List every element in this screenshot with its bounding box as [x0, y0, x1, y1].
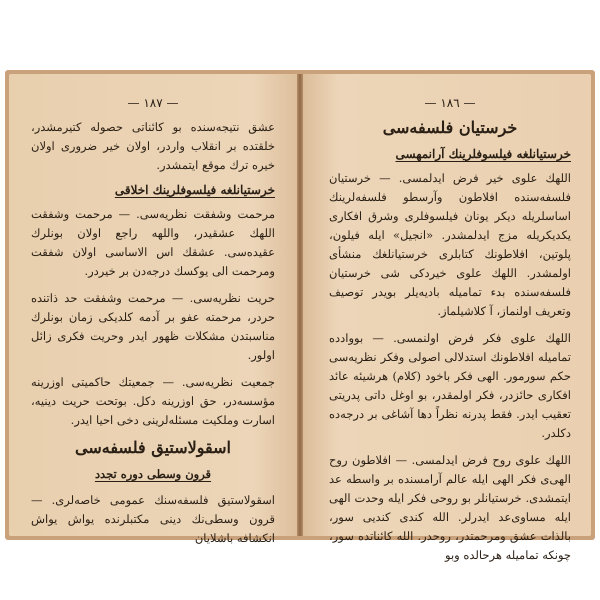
right-paragraph-3: اللهك علوى روح فرض ايدلمسى. — افلاطون روح الهى‌ى فكر الهى ايله عالم آرامسنده بر واسطه عد ايتمشدى. خرستيانلر بو روحى فكر ايله وحدت الهى ايله مساوى‌عد ايدرلر. الله كندى كنديى سور، بالذات عشق ومرحمتدر، روحدر. الله كائناتده سور، چونكه تماميله هرحالده وبو [329, 453, 571, 562]
right-page-content [329, 96, 571, 573]
left-chapter-title: اسقولاستيق فلسفه‌سى [75, 438, 231, 457]
left-chapter-subtitle: قرون وسطى دوره تجدد [94, 467, 212, 481]
left-paragraph-4: اسقولاستيق فلسفه‌سنك عمومى خاصه‌لرى. — قرون وسطى‌نك دينى مكتبلرنده يواش يواش انكشافه باشلايان [31, 493, 275, 545]
right-paragraph-1: اللهك علوى خير فرض ايدلمسى. — خرستيان فلسفه‌سنده افلاطون وآرسطو فلسفه‌لرينك اساسلريله ديكر يونان فيلسوفلرى وشرق افكارى يكديكريله مزج ايدلمشدر. «انجيل» ايله فيلون، پلوتين، افلاطونك كتابلرى خرستيانلغك منشأى اولمشدر. اللهك علوى خيردكى شى خرستيان فلسفه‌سنده بدء تماميله باديه‌يلر بويدر توصيف وتعريف اولنماز، آ كلاشيلماز. [329, 171, 571, 318]
left-section-heading: خرستيانلغه فيلسوفلرينك اخلاقى [114, 183, 275, 197]
left-page [9, 74, 297, 545]
right-paragraph-2: اللهك علوى فكر فرض اولنمسى. — بووادده تماميله افلاطونك استدلالى اصولى وفكر نظريه‌سى حكم سورمور. الهى فكر باخود (كلام) هرشيئه عائد افكارى حائزدر، فكر اولمقدر، بو اوغل داتى پدريتى تعقيب ايدر. فقط پدرنه نظراً دها آشاغى بر درجه‌ده دكلدر. [329, 331, 571, 440]
left-paragraph-3: جمعيت نظريه‌سى. — جمعيتك حاكميتى اوزرينه مؤسسه‌در، حق اوزرينه دكل. بوتحت حريت دينيه، اسارت وملكيت مسئله‌لرينى دخى احيا ايدر. [31, 375, 275, 427]
right-page [303, 74, 591, 562]
left-page-content [31, 96, 275, 556]
left-paragraph-1: مرحمت وشفقت نظريه‌سى. — مرحمت وشفقت اللهك عشقيدر، واللهه راجع اولان بونلرك عقيده‌سى. عشقك اس الاساسى اولان شفقت ومرحمت الى يوكسك درجه‌دن بر خيردر. [31, 207, 275, 278]
open-book [5, 70, 595, 562]
right-chapter-title: خرستيان فلسفه‌سى [382, 118, 518, 137]
right-section-heading: خرستيانلغه فيلسوفلرينك آرانمهسى [395, 147, 571, 161]
page-number-left: — ١٨٧ — [127, 96, 179, 110]
left-intro-paragraph: عشق نتيجه‌سنده بو كائناتى حصوله كتيرمشدر، خلقتده بر انقلاب واردر، اولان خير ضرورى اولان خيره ترك موقع ايتمشدر. [31, 120, 275, 172]
page-number-right: — ١٨٦ — [424, 96, 476, 110]
left-paragraph-2: حريت نظريه‌سى. — مرحمت وشفقت حد ذاتنده حردر، مرحمته عفو بر آدمه كلديكى زمان بونلرك مناسبتدن مشكلات ظهور ايدر وحريت فكرى زائل اولور. [31, 291, 275, 362]
